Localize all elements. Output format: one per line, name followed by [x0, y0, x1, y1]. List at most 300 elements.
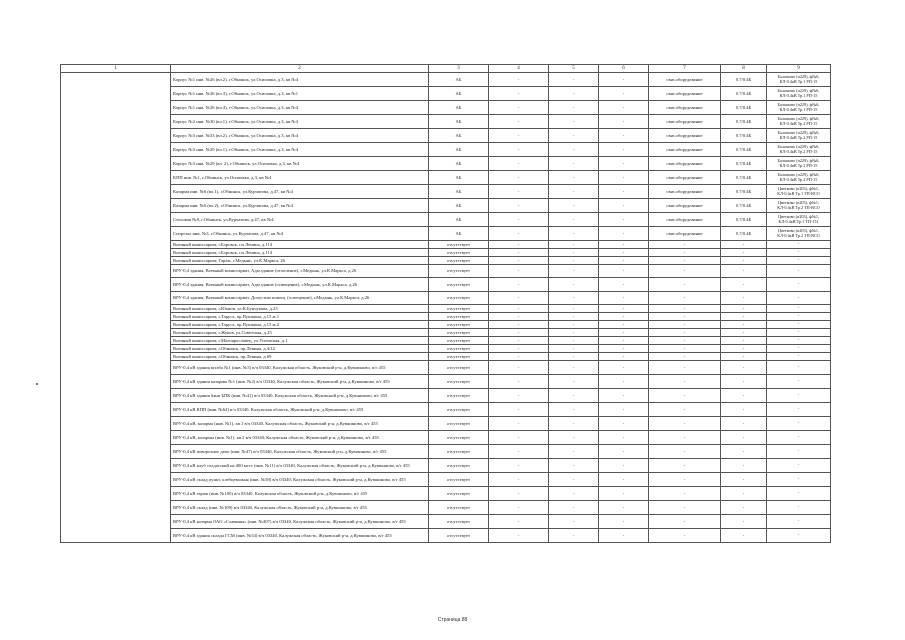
value-cell: -: [549, 292, 599, 305]
value-cell: -: [767, 445, 831, 459]
metering-cell: АБ: [429, 157, 489, 171]
value-cell: -: [549, 73, 599, 87]
metering-cell: отсутствует: [429, 278, 489, 292]
table-row: [61, 445, 831, 459]
register-table: [60, 64, 831, 543]
metering-cell: отсутствует: [429, 249, 489, 257]
value-cell: -: [549, 101, 599, 115]
value-cell: -: [549, 337, 599, 345]
voltage-cell: 0.7/0.4Б: [721, 87, 767, 101]
value-cell: -: [721, 241, 767, 249]
header-cell: 8: [721, 65, 767, 73]
value-cell: -: [599, 337, 649, 345]
value-cell: -: [721, 321, 767, 329]
value-cell: -: [721, 337, 767, 345]
value-cell: -: [721, 257, 767, 265]
value-cell: -: [599, 199, 649, 213]
value-cell: -: [599, 115, 649, 129]
value-cell: -: [489, 501, 549, 515]
table-row: [61, 101, 831, 115]
value-cell: -: [599, 459, 649, 473]
object-name-cell: ВРУ-0,4 кВ, казарма (инв. №1), кв.1 в/ч 03340, Калужская область, Жуковский р-н, д.Кувшиново, в/г 455: [171, 417, 429, 431]
value-cell: -: [549, 213, 599, 227]
voltage-cell: 0.7/0.4Б: [721, 171, 767, 185]
table-row: [61, 321, 831, 329]
value-cell: -: [549, 529, 599, 543]
value-cell: -: [489, 459, 549, 473]
equipment-cell: связ.оборудование: [649, 101, 721, 115]
value-cell: -: [599, 313, 649, 321]
metering-cell: отсутствует: [429, 501, 489, 515]
value-cell: -: [767, 249, 831, 257]
value-cell: -: [721, 353, 767, 361]
value-cell: -: [649, 278, 721, 292]
voltage-cell: 0.7/0.4Б: [721, 129, 767, 143]
table-row: [61, 278, 831, 292]
table-row: [61, 249, 831, 257]
value-cell: -: [649, 313, 721, 321]
value-cell: -: [489, 487, 549, 501]
value-cell: -: [721, 501, 767, 515]
supply-point-cell: Цветково (п203), ф№1, КЛ-0.4кВ Тр.2 ТП-ВСО: [767, 227, 831, 241]
value-cell: -: [599, 171, 649, 185]
value-cell: -: [649, 329, 721, 337]
value-cell: -: [549, 501, 599, 515]
value-cell: -: [767, 353, 831, 361]
metering-cell: АБ: [429, 73, 489, 87]
object-name-cell: Военный комиссариат, г.Обнинск, пр.Ленина, д.69: [171, 353, 429, 361]
value-cell: -: [489, 292, 549, 305]
voltage-cell: 0.7/0.4Б: [721, 157, 767, 171]
value-cell: -: [599, 249, 649, 257]
value-cell: -: [721, 389, 767, 403]
metering-cell: АБ: [429, 115, 489, 129]
equipment-cell: связ.оборудование: [649, 199, 721, 213]
value-cell: -: [489, 87, 549, 101]
value-cell: -: [549, 345, 599, 353]
metering-cell: отсутствует: [429, 321, 489, 329]
table-row: [61, 129, 831, 143]
table-row: [61, 329, 831, 337]
value-cell: -: [549, 157, 599, 171]
table-row: [61, 501, 831, 515]
value-cell: -: [599, 515, 649, 529]
metering-cell: АБ: [429, 101, 489, 115]
value-cell: -: [649, 292, 721, 305]
voltage-cell: 0.7/0.4Б: [721, 227, 767, 241]
metering-cell: АБ: [429, 143, 489, 157]
table-row: [61, 241, 831, 249]
value-cell: -: [489, 515, 549, 529]
header-cell: 2: [171, 65, 429, 73]
object-name-cell: ВРУ-0,4 кВ здания бани БПК (инв. №41) в/ч 03340, Калужская область, Жуковский р-н, д.Кувшиново, в/г 455: [171, 389, 429, 403]
value-cell: -: [649, 375, 721, 389]
value-cell: -: [721, 313, 767, 321]
value-cell: -: [549, 171, 599, 185]
table-row: [61, 292, 831, 305]
metering-cell: отсутствует: [429, 345, 489, 353]
object-name-cell: ВРУ-0,4 кВ казарма ОАО «Славянка» (инв. №407) в/ч 03340, Калужская область, Жуковский р-н, д.Кувшиново, в/г 455: [171, 515, 429, 529]
metering-cell: АБ: [429, 87, 489, 101]
value-cell: -: [649, 403, 721, 417]
value-cell: -: [721, 487, 767, 501]
value-cell: -: [599, 529, 649, 543]
value-cell: -: [599, 257, 649, 265]
value-cell: -: [489, 329, 549, 337]
table-row: [61, 313, 831, 321]
value-cell: -: [599, 213, 649, 227]
supply-point-cell: Балашово (п229), ф№6, КЛ-0.4кВ Тр.1 РП-15: [767, 87, 831, 101]
value-cell: -: [489, 73, 549, 87]
metering-cell: АБ: [429, 213, 489, 227]
equipment-cell: связ.оборудование: [649, 129, 721, 143]
metering-cell: АБ: [429, 199, 489, 213]
value-cell: -: [767, 329, 831, 337]
metering-cell: отсутствует: [429, 353, 489, 361]
equipment-cell: связ.оборудование: [649, 115, 721, 129]
value-cell: -: [767, 292, 831, 305]
object-name-cell: Военный комиссариат, г.Обнинск, пр.Ленина, д.4/12: [171, 345, 429, 353]
value-cell: -: [767, 313, 831, 321]
table-row: [61, 143, 831, 157]
value-cell: -: [767, 529, 831, 543]
object-name-cell: ВРУ-0,4 кВ склад (инв. №109) в/ч 03340, Калужская область, Жуковский р-н, д.Кувшиново, в/г 455: [171, 501, 429, 515]
value-cell: -: [599, 143, 649, 157]
object-name-cell: Военный комиссариат, г.Таруса, пр.Пушкина, д.15 ж.2: [171, 321, 429, 329]
value-cell: -: [649, 529, 721, 543]
value-cell: -: [549, 459, 599, 473]
object-name-cell: Корпус №2 инв. №30 (вл.1), г.Обнинск, ул.Осиповка, д.3, кв №4: [171, 115, 429, 129]
metering-cell: АБ: [429, 185, 489, 199]
value-cell: -: [767, 403, 831, 417]
object-name-cell: ВРУ-0,4 кВ клуб солдатский на 400 мест (инв. №11) в/ч 03340, Калужская область, Жуковский р-н, д.Кувшиново, в/г 455: [171, 459, 429, 473]
value-cell: -: [721, 403, 767, 417]
supply-point-cell: Цветково (п203), ф№1, КЛ-0.4кВ Тр.1 ТП-ВСО: [767, 185, 831, 199]
page-number: Страница 88: [437, 617, 468, 623]
table-row: [61, 459, 831, 473]
object-name-cell: ВРУ-0,4 здания, Военный комиссариат, Допустим помещ. (освещение), г.Медынь, ул.К.Маркса, д.26: [171, 292, 429, 305]
header-cell: 4: [489, 65, 549, 73]
supply-point-cell: Балашово (п229), ф№6, КЛ-0.4кВ Тр.2 РП-15: [767, 129, 831, 143]
value-cell: -: [549, 227, 599, 241]
value-cell: -: [767, 501, 831, 515]
header-cell: 5: [549, 65, 599, 73]
value-cell: -: [489, 257, 549, 265]
value-cell: -: [549, 305, 599, 313]
supply-point-cell: Балашово (п229), ф№6, КЛ-0.4кВ Тр.2 РП-15: [767, 157, 831, 171]
value-cell: -: [549, 487, 599, 501]
value-cell: -: [721, 529, 767, 543]
table-row: [61, 403, 831, 417]
value-cell: -: [767, 257, 831, 265]
table-row: [61, 487, 831, 501]
value-cell: -: [721, 345, 767, 353]
table-row: [61, 417, 831, 431]
metering-cell: отсутствует: [429, 417, 489, 431]
value-cell: -: [649, 337, 721, 345]
scan-speck: [36, 383, 38, 385]
value-cell: -: [599, 157, 649, 171]
voltage-cell: 0.7/0.4Б: [721, 115, 767, 129]
object-name-cell: ВРУ-0,4 кВ поворотное депо (инв. №47) в/ч 03340, Калужская область, Жуковский р-н, д.Кувшиново, в/г 455: [171, 445, 429, 459]
value-cell: -: [489, 171, 549, 185]
value-cell: -: [549, 185, 599, 199]
metering-cell: отсутствует: [429, 403, 489, 417]
value-cell: -: [489, 529, 549, 543]
object-name-cell: Военный комиссариат, г.Юхнов, ул.К.Бунчукова, д.23: [171, 305, 429, 313]
equipment-cell: связ.оборудование: [649, 171, 721, 185]
table-row: [61, 227, 831, 241]
value-cell: -: [489, 265, 549, 278]
value-cell: -: [549, 115, 599, 129]
value-cell: -: [549, 361, 599, 375]
supply-point-cell: Балашово (п229), ф№6, КЛ-0.4кВ Тр.2 РП-15: [767, 143, 831, 157]
value-cell: -: [721, 445, 767, 459]
voltage-cell: 0.7/0.4Б: [721, 199, 767, 213]
row-group-cell: [61, 73, 171, 543]
value-cell: -: [549, 473, 599, 487]
value-cell: -: [721, 459, 767, 473]
value-cell: -: [721, 361, 767, 375]
value-cell: -: [649, 353, 721, 361]
value-cell: -: [767, 305, 831, 313]
value-cell: -: [599, 265, 649, 278]
value-cell: -: [721, 431, 767, 445]
metering-cell: отсутствует: [429, 257, 489, 265]
supply-point-cell: Балашово (п229), ф№6, КЛ-0.4кВ Тр.2 РП-15: [767, 171, 831, 185]
value-cell: -: [649, 321, 721, 329]
value-cell: -: [549, 321, 599, 329]
value-cell: -: [649, 389, 721, 403]
object-name-cell: Столовая №8, г.Обнинск, ул.Курчатова, д.47, кв №4: [171, 213, 429, 227]
value-cell: -: [489, 375, 549, 389]
value-cell: -: [767, 375, 831, 389]
object-name-cell: Военный комиссариат, г.Малоярославец, ул.Успенская, д.1: [171, 337, 429, 345]
value-cell: -: [489, 313, 549, 321]
metering-cell: АБ: [429, 171, 489, 185]
value-cell: -: [489, 417, 549, 431]
equipment-cell: связ.оборудование: [649, 213, 721, 227]
metering-cell: отсутствует: [429, 292, 489, 305]
value-cell: -: [649, 361, 721, 375]
value-cell: -: [721, 375, 767, 389]
value-cell: -: [489, 305, 549, 313]
value-cell: -: [489, 345, 549, 353]
value-cell: -: [489, 361, 549, 375]
value-cell: -: [649, 501, 721, 515]
value-cell: -: [721, 292, 767, 305]
metering-cell: отсутствует: [429, 329, 489, 337]
object-name-cell: Корпус №3 инв. №33 (вл.2), г.Обнинск, ул.Осиповка, д.3, кв №4: [171, 129, 429, 143]
value-cell: -: [489, 101, 549, 115]
value-cell: -: [649, 241, 721, 249]
value-cell: -: [489, 321, 549, 329]
object-name-cell: Военный комиссариат, г.Жуков, ул.Советская, д.25: [171, 329, 429, 337]
value-cell: -: [599, 389, 649, 403]
table-row: [61, 473, 831, 487]
object-name-cell: Казарма инв. №6 (вл.2), г.Обнинск, ул.Курчатова, д.47, кв №4: [171, 199, 429, 213]
value-cell: -: [549, 431, 599, 445]
value-cell: -: [649, 257, 721, 265]
object-name-cell: Военный комиссариат, г.Боровск, пл.Ленина, д.114: [171, 249, 429, 257]
value-cell: -: [649, 345, 721, 353]
table-row: [61, 199, 831, 213]
value-cell: -: [549, 278, 599, 292]
table-row: [61, 157, 831, 171]
value-cell: -: [767, 459, 831, 473]
value-cell: -: [767, 361, 831, 375]
value-cell: -: [489, 185, 549, 199]
object-name-cell: Корпус №3 инв. №29 (вл. 2), г.Обнинск, ул.Осиповка, д.3, кв №4: [171, 157, 429, 171]
value-cell: -: [721, 417, 767, 431]
value-cell: -: [549, 329, 599, 337]
value-cell: -: [549, 353, 599, 361]
equipment-cell: связ.оборудование: [649, 227, 721, 241]
value-cell: -: [599, 403, 649, 417]
value-cell: -: [549, 417, 599, 431]
object-name-cell: КПП инв. №1, г.Обнинск, ул.Осиповка, д.3, кв №4: [171, 171, 429, 185]
value-cell: -: [649, 305, 721, 313]
value-cell: -: [489, 431, 549, 445]
value-cell: -: [549, 87, 599, 101]
value-cell: -: [489, 115, 549, 129]
table-row: [61, 185, 831, 199]
table-row: [61, 305, 831, 313]
value-cell: -: [599, 473, 649, 487]
object-name-cell: Спортзал инв. №3, г.Обнинск, ул.Курчатова, д.47, кв №4: [171, 227, 429, 241]
table-row: [61, 345, 831, 353]
value-cell: -: [549, 375, 599, 389]
object-name-cell: ВРУ-0,4 кВ здания казармы №1 (инв. №2) в/ч 03340, Калужская область, Жуковский р-н, д.Кувшиново, в/г 455: [171, 375, 429, 389]
value-cell: -: [599, 321, 649, 329]
equipment-cell: связ.оборудование: [649, 87, 721, 101]
object-name-cell: ВРУ-0,4 кВ КПП (инв. №64) в/ч 03340, Калужская область, Жуковский р-н, д.Кувшиново, в/г 455: [171, 403, 429, 417]
object-name-cell: Корпус №1 инв. №26 (вл.2), г.Обнинск, ул.Осиповка, д.3, кв №4: [171, 73, 429, 87]
value-cell: -: [599, 487, 649, 501]
metering-cell: отсутствует: [429, 265, 489, 278]
value-cell: -: [599, 87, 649, 101]
value-cell: -: [599, 361, 649, 375]
header-cell: 1: [61, 65, 171, 73]
table-row: [61, 73, 831, 87]
value-cell: -: [767, 515, 831, 529]
object-name-cell: Корпус №3 инв. №29 (вл.1), г.Обнинск, ул.Осиповка, д.3, кв №4: [171, 143, 429, 157]
value-cell: -: [489, 337, 549, 345]
supply-point-cell: Цветково (п203), ф№1, КЛ-0.4кВ Тр.2 ТП-ВСО: [767, 199, 831, 213]
value-cell: -: [721, 305, 767, 313]
table-row: [61, 375, 831, 389]
object-name-cell: ВРУ-0,4 кВ гараж (инв. №100) в/ч 03340, Калужская область, Жуковский р-н, д.Кувшиново, в/г 455: [171, 487, 429, 501]
voltage-cell: 0.7/0.4Б: [721, 143, 767, 157]
value-cell: -: [549, 445, 599, 459]
value-cell: -: [649, 417, 721, 431]
value-cell: -: [649, 515, 721, 529]
object-name-cell: ВРУ-0,4 здания, Военный комиссариат, Адм.здание (отопление), г.Медынь, ул.К.Маркса, д.26: [171, 265, 429, 278]
value-cell: -: [649, 445, 721, 459]
value-cell: -: [767, 389, 831, 403]
value-cell: -: [767, 487, 831, 501]
value-cell: -: [489, 157, 549, 171]
value-cell: -: [599, 101, 649, 115]
value-cell: -: [721, 265, 767, 278]
value-cell: -: [721, 515, 767, 529]
voltage-cell: 0.7/0.4Б: [721, 73, 767, 87]
supply-point-cell: Цветково (п203), ф№1, КЛ-0.4кВ Тр.1 ТП-151: [767, 213, 831, 227]
metering-cell: отсутствует: [429, 529, 489, 543]
header-row: [61, 65, 831, 73]
value-cell: -: [649, 249, 721, 257]
value-cell: -: [489, 199, 549, 213]
table-row: [61, 337, 831, 345]
value-cell: -: [599, 185, 649, 199]
metering-cell: АБ: [429, 227, 489, 241]
value-cell: -: [549, 257, 599, 265]
object-name-cell: ВРУ-0,4 кВ здания штаба №1 (инв. №5) в/ч 03340, Калужская область, Жуковский р-н, д.Кувшиново, в/г 455: [171, 361, 429, 375]
value-cell: -: [767, 431, 831, 445]
value-cell: -: [767, 417, 831, 431]
value-cell: -: [599, 375, 649, 389]
metering-cell: отсутствует: [429, 241, 489, 249]
table-row: [61, 353, 831, 361]
object-name-cell: Казарма инв. №6 (вл.1), г.Обнинск, ул.Курчатова, д.47, кв №4: [171, 185, 429, 199]
value-cell: -: [599, 292, 649, 305]
table-row: [61, 529, 831, 543]
supply-point-cell: Балашово (п229), ф№6, КЛ-0.4кВ Тр.1 РП-15: [767, 101, 831, 115]
value-cell: -: [767, 345, 831, 353]
value-cell: -: [489, 353, 549, 361]
value-cell: -: [549, 129, 599, 143]
voltage-cell: 0.7/0.4Б: [721, 101, 767, 115]
value-cell: -: [489, 227, 549, 241]
value-cell: -: [489, 249, 549, 257]
header-cell: 3: [429, 65, 489, 73]
equipment-cell: связ.оборудование: [649, 143, 721, 157]
value-cell: -: [489, 129, 549, 143]
value-cell: -: [489, 143, 549, 157]
table-row: [61, 389, 831, 403]
value-cell: -: [767, 337, 831, 345]
header-cell: 9: [767, 65, 831, 73]
value-cell: -: [599, 305, 649, 313]
table-row: [61, 361, 831, 375]
equipment-cell: связ.оборудование: [649, 157, 721, 171]
value-cell: -: [721, 249, 767, 257]
supply-point-cell: Балашово (п229), ф№6, КЛ-0.4кВ Тр.2 РП-15: [767, 115, 831, 129]
value-cell: -: [489, 213, 549, 227]
value-cell: -: [599, 129, 649, 143]
value-cell: -: [649, 459, 721, 473]
metering-cell: отсутствует: [429, 361, 489, 375]
value-cell: -: [599, 417, 649, 431]
object-name-cell: ВРУ-0,4 кВ здания склада ГСМ (инв. №54) в/ч 03340, Калужская область, Жуковский р-н, д.Кувшиново, в/г 455: [171, 529, 429, 543]
value-cell: -: [721, 329, 767, 337]
table-row: [61, 431, 831, 445]
value-cell: -: [599, 445, 649, 459]
object-name-cell: Военный комиссариат, Гараж, г.Медынь, ул.К.Маркса, 26: [171, 257, 429, 265]
value-cell: -: [549, 241, 599, 249]
table-row: [61, 115, 831, 129]
table-row: [61, 171, 831, 185]
metering-cell: отсутствует: [429, 337, 489, 345]
value-cell: -: [767, 278, 831, 292]
object-name-cell: ВРУ-0,4 здания, Военный комиссариат, Адм.здание (освещение), г.Медынь, ул.К.Маркса, д.26: [171, 278, 429, 292]
table-row: [61, 87, 831, 101]
value-cell: -: [489, 241, 549, 249]
metering-cell: отсутствует: [429, 431, 489, 445]
value-cell: -: [649, 265, 721, 278]
value-cell: -: [599, 345, 649, 353]
metering-cell: отсутствует: [429, 375, 489, 389]
